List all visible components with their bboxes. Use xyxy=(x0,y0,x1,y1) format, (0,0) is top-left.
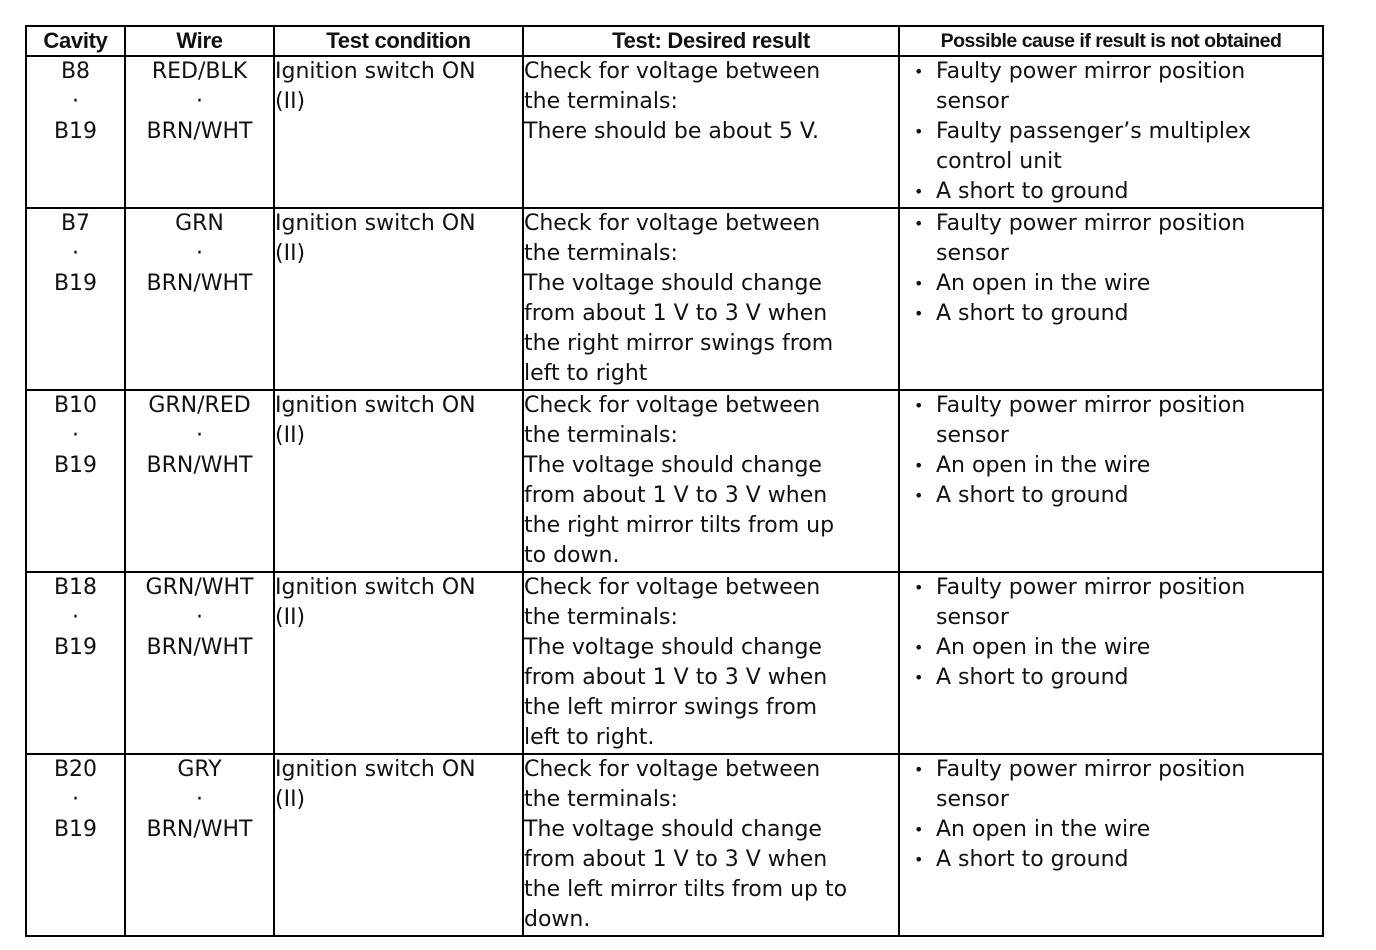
cavity-bottom: B19 xyxy=(53,817,98,842)
cause-list xyxy=(900,391,1322,511)
cavity-top: B10 xyxy=(53,393,98,418)
cause-line: • A short to ground xyxy=(936,179,1129,204)
table-row xyxy=(26,572,1323,754)
cause-line: • An open in the wire xyxy=(936,453,1151,478)
wire-bottom: BRN/WHT xyxy=(146,271,253,296)
cause-line: • Faulty power mirror position xyxy=(936,393,1246,418)
cause-line: • An open in the wire xyxy=(936,635,1151,660)
cause-line: sensor xyxy=(936,241,1009,266)
cause-item xyxy=(914,391,1322,451)
cavity-cell xyxy=(26,754,125,936)
cause-item xyxy=(914,815,1322,845)
desired-result-cell xyxy=(523,572,899,754)
desired-result-line: Check for voltage between xyxy=(524,393,821,418)
cause-list xyxy=(900,209,1322,329)
desired-result-line: from about 1 V to 3 V when xyxy=(524,847,828,872)
header-row xyxy=(26,26,1323,56)
header-possible-cause: Possible cause if result is not obtained xyxy=(899,26,1323,56)
desired-result-line: left to right xyxy=(524,361,648,386)
cavity-cell xyxy=(26,208,125,390)
wire-top: GRN/RED xyxy=(148,393,251,418)
desired-result-cell xyxy=(523,390,899,572)
wire-separator: · xyxy=(196,241,203,266)
cause-item xyxy=(914,177,1322,207)
cause-list xyxy=(900,755,1322,875)
cavity-cell xyxy=(26,56,125,208)
cause-line: • An open in the wire xyxy=(936,271,1151,296)
test-condition-line: (II) xyxy=(275,787,306,812)
desired-result-line: Check for voltage between xyxy=(524,757,821,782)
test-condition-line: (II) xyxy=(275,605,306,630)
desired-result-line: the terminals: xyxy=(524,787,678,812)
wire-cell xyxy=(125,56,274,208)
desired-result-line: The voltage should change xyxy=(524,453,822,478)
cavity-separator: · xyxy=(72,89,79,114)
desired-result-line: The voltage should change xyxy=(524,817,822,842)
cause-line: • Faulty power mirror position xyxy=(936,59,1246,84)
cause-line: control unit xyxy=(936,149,1062,174)
wire-separator: · xyxy=(196,89,203,114)
desired-result-line: Check for voltage between xyxy=(524,575,821,600)
wire-cell xyxy=(125,754,274,936)
possible-cause-cell xyxy=(899,754,1323,936)
desired-result-line: the left mirror tilts from up to xyxy=(524,877,848,902)
wire-cell xyxy=(125,390,274,572)
test-condition-line: (II) xyxy=(275,241,306,266)
test-condition-line: (II) xyxy=(275,89,306,114)
wire-separator: · xyxy=(196,787,203,812)
cause-line: sensor xyxy=(936,605,1009,630)
wire-bottom: BRN/WHT xyxy=(146,817,253,842)
cause-item xyxy=(914,451,1322,481)
cause-item xyxy=(914,269,1322,299)
cause-item xyxy=(914,481,1322,511)
table-row xyxy=(26,56,1323,208)
desired-result-line: to down. xyxy=(524,543,620,568)
cause-item xyxy=(914,755,1322,815)
wire-top: GRY xyxy=(177,757,222,782)
desired-result-line: the right mirror tilts from up xyxy=(524,513,835,538)
cavity-separator: · xyxy=(72,605,79,630)
test-condition-line: Ignition switch ON xyxy=(275,211,476,236)
test-condition-line: Ignition switch ON xyxy=(275,59,476,84)
cavity-bottom: B19 xyxy=(53,119,98,144)
header-wire: Wire xyxy=(125,26,274,56)
desired-result-cell xyxy=(523,754,899,936)
test-condition-cell xyxy=(274,56,523,208)
cavity-bottom: B19 xyxy=(53,453,98,478)
desired-result-line: the terminals: xyxy=(524,605,678,630)
cavity-bottom: B19 xyxy=(53,271,98,296)
cavity-separator: · xyxy=(72,241,79,266)
cavity-separator: · xyxy=(72,787,79,812)
cause-line: • Faulty power mirror position xyxy=(936,575,1246,600)
test-condition-line: Ignition switch ON xyxy=(275,575,476,600)
cause-line: • An open in the wire xyxy=(936,817,1151,842)
desired-result-line: from about 1 V to 3 V when xyxy=(524,665,828,690)
test-condition-cell xyxy=(274,572,523,754)
cause-item xyxy=(914,299,1322,329)
cavity-bottom: B19 xyxy=(53,635,98,660)
cause-line: sensor xyxy=(936,787,1009,812)
wire-bottom: BRN/WHT xyxy=(146,635,253,660)
cause-list xyxy=(900,573,1322,693)
test-condition-cell xyxy=(274,208,523,390)
cause-line: • A short to ground xyxy=(936,301,1129,326)
wire-separator: · xyxy=(196,423,203,448)
wire-separator: · xyxy=(196,605,203,630)
desired-result-line: left to right. xyxy=(524,725,655,750)
header-test-condition: Test condition xyxy=(274,26,523,56)
cavity-top: B18 xyxy=(53,575,98,600)
header-desired-result: Test: Desired result xyxy=(523,26,899,56)
wire-cell xyxy=(125,572,274,754)
cavity-top: B20 xyxy=(53,757,98,782)
test-condition-cell xyxy=(274,390,523,572)
desired-result-cell xyxy=(523,56,899,208)
cause-line: • A short to ground xyxy=(936,483,1129,508)
cause-item xyxy=(914,117,1322,177)
possible-cause-cell xyxy=(899,56,1323,208)
cavity-cell xyxy=(26,390,125,572)
cavity-separator: · xyxy=(72,423,79,448)
desired-result-line: from about 1 V to 3 V when xyxy=(524,301,828,326)
wire-bottom: BRN/WHT xyxy=(146,119,253,144)
cause-line: • A short to ground xyxy=(936,665,1129,690)
cause-line: • A short to ground xyxy=(936,847,1129,872)
wire-cell xyxy=(125,208,274,390)
desired-result-line: the terminals: xyxy=(524,89,678,114)
wire-top: RED/BLK xyxy=(151,59,248,84)
test-condition-line: (II) xyxy=(275,423,306,448)
test-condition-cell xyxy=(274,754,523,936)
possible-cause-cell xyxy=(899,208,1323,390)
desired-result-line: There should be about 5 V. xyxy=(524,119,820,144)
cause-line: • Faulty passenger’s multiplex xyxy=(936,119,1252,144)
desired-result-line: the left mirror swings from xyxy=(524,695,818,720)
cavity-top: B7 xyxy=(60,211,91,236)
test-condition-line: Ignition switch ON xyxy=(275,757,476,782)
desired-result-line: The voltage should change xyxy=(524,271,822,296)
table-row xyxy=(26,390,1323,572)
cause-line: • Faulty power mirror position xyxy=(936,211,1246,236)
cause-item xyxy=(914,663,1322,693)
cause-line: sensor xyxy=(936,89,1009,114)
cause-item xyxy=(914,573,1322,633)
cavity-cell xyxy=(26,572,125,754)
wire-top: GRN/WHT xyxy=(145,575,254,600)
desired-result-cell xyxy=(523,208,899,390)
desired-result-line: from about 1 V to 3 V when xyxy=(524,483,828,508)
cause-line: • Faulty power mirror position xyxy=(936,757,1246,782)
cause-item xyxy=(914,57,1322,117)
cause-item xyxy=(914,633,1322,663)
header-cavity: Cavity xyxy=(26,26,125,56)
cavity-top: B8 xyxy=(60,59,91,84)
cause-line: sensor xyxy=(936,423,1009,448)
desired-result-line: Check for voltage between xyxy=(524,59,821,84)
voltage-test-table xyxy=(25,25,1324,937)
wire-top: GRN xyxy=(175,211,224,236)
desired-result-line: down. xyxy=(524,907,591,932)
possible-cause-cell xyxy=(899,390,1323,572)
desired-result-line: The voltage should change xyxy=(524,635,822,660)
table-row xyxy=(26,754,1323,936)
possible-cause-cell xyxy=(899,572,1323,754)
cause-list xyxy=(900,57,1322,207)
test-condition-line: Ignition switch ON xyxy=(275,393,476,418)
cause-item xyxy=(914,845,1322,875)
cause-item xyxy=(914,209,1322,269)
desired-result-line: the right mirror swings from xyxy=(524,331,834,356)
desired-result-line: the terminals: xyxy=(524,423,678,448)
desired-result-line: the terminals: xyxy=(524,241,678,266)
table-row xyxy=(26,208,1323,390)
desired-result-line: Check for voltage between xyxy=(524,211,821,236)
wire-bottom: BRN/WHT xyxy=(146,453,253,478)
